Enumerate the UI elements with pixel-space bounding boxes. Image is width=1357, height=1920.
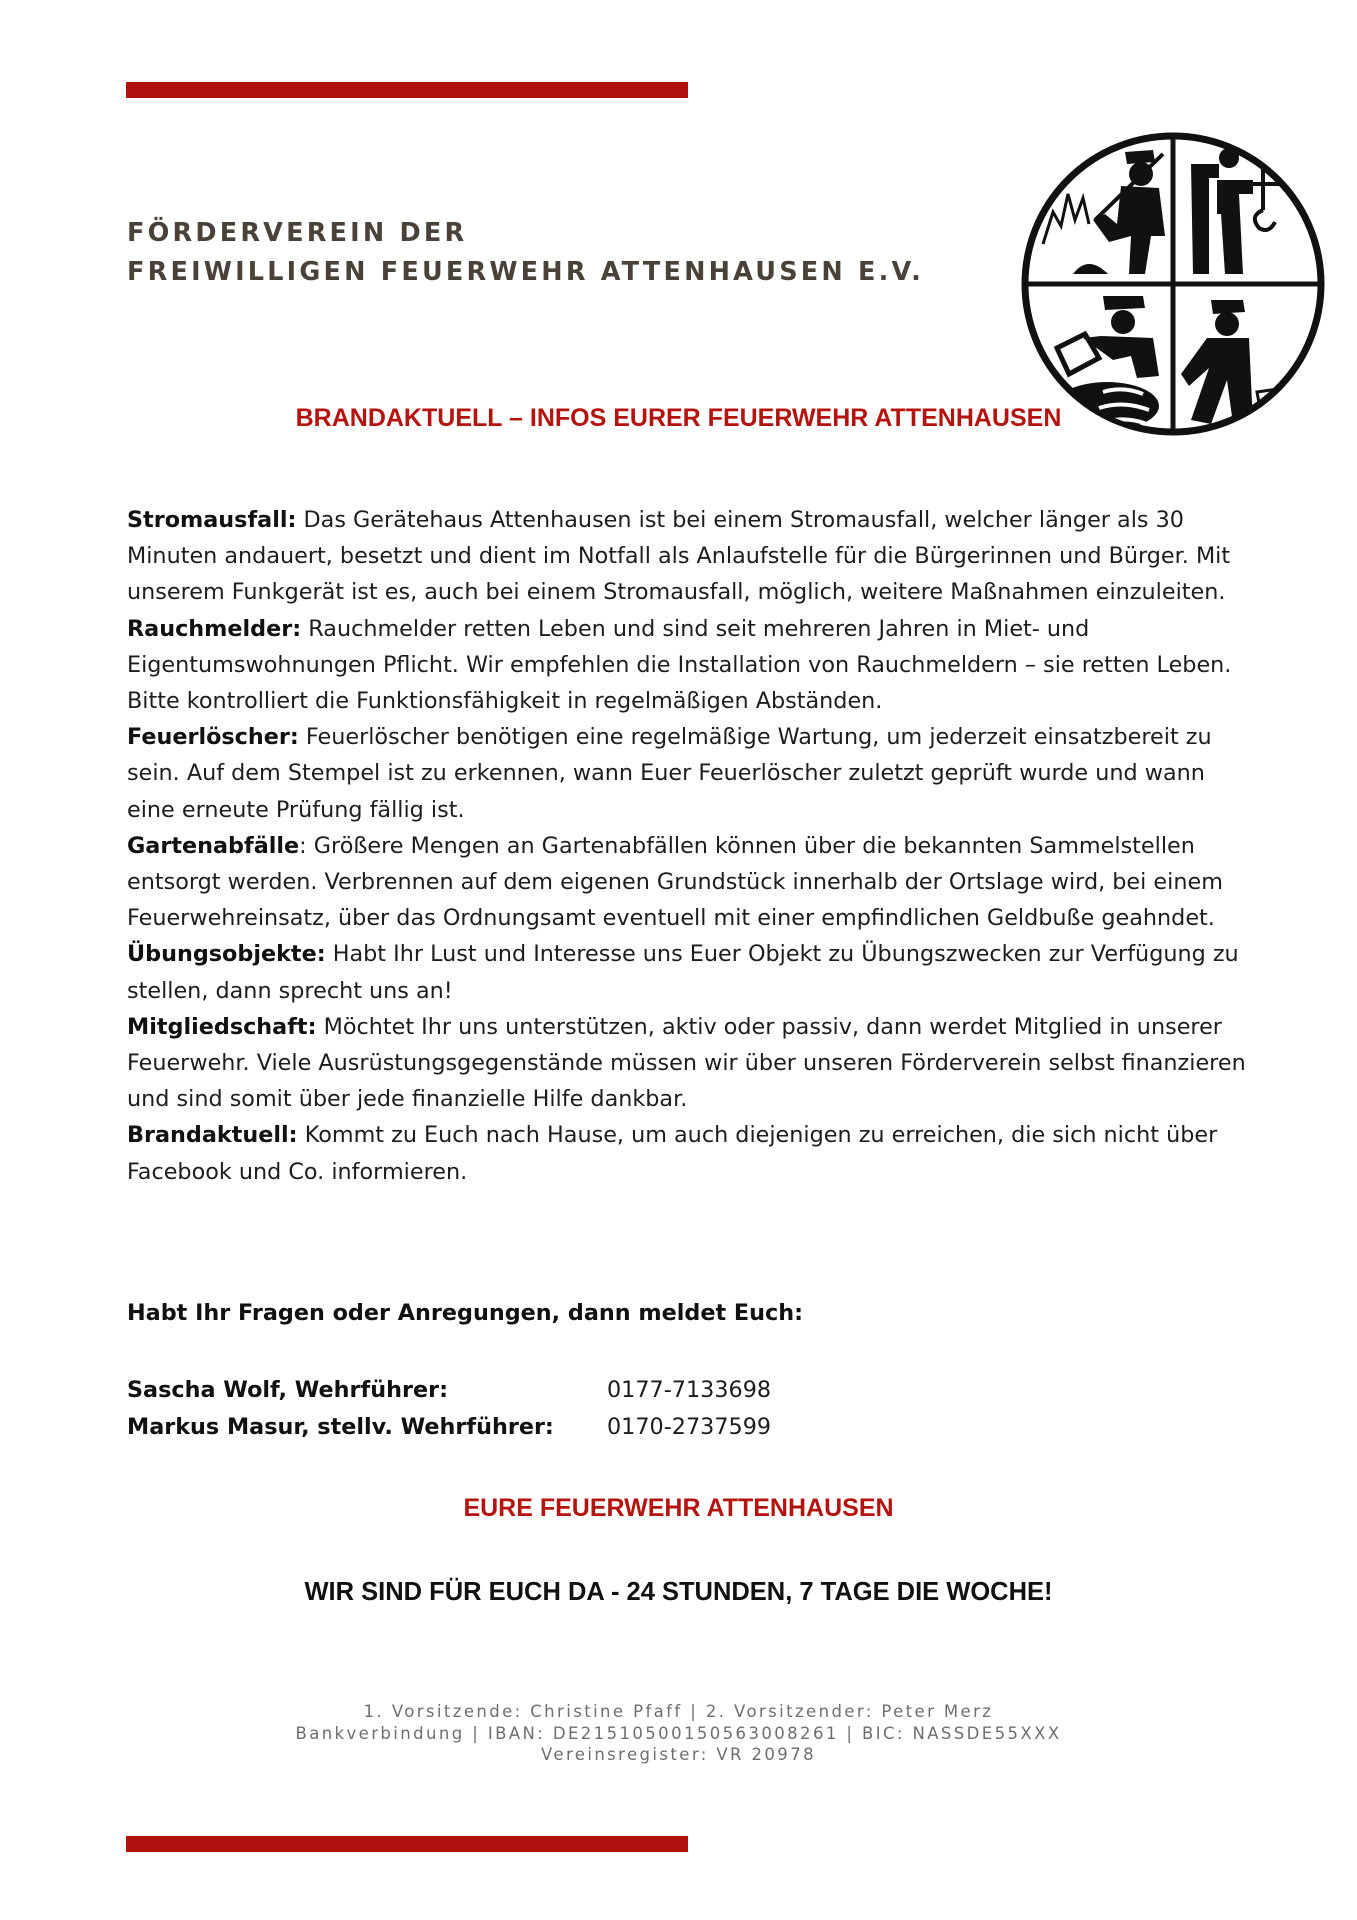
bottom-accent-bar xyxy=(126,1836,688,1852)
org-line-1: FÖRDERVEREIN DER xyxy=(127,218,468,248)
section-gartenabfaelle xyxy=(127,828,1257,937)
info-sections xyxy=(127,502,1257,1190)
footer-line-2: Bankverbindung | IBAN: DE21510500150563008261 | BIC: NASSDE55XXX xyxy=(295,1723,1062,1743)
section-heading: Feuerlöscher: xyxy=(127,724,299,751)
organization-name xyxy=(127,214,924,292)
section-stromausfall xyxy=(127,502,1257,611)
section-rauchmelder xyxy=(127,611,1257,720)
contact-row xyxy=(127,1409,827,1446)
section-text: Feuerlöscher benötigen eine regelmäßige Wartung, um jederzeit einsatzbereit zu sein. Auf dem Stempel ist zu erkennen, wann Euer Feuerlöscher zuletzt geprüft wurde und wann eine erneute Prüfung fällig ist. xyxy=(127,724,1212,823)
section-heading: Brandaktuell: xyxy=(127,1122,298,1149)
contact-phone: 0177-7133698 xyxy=(607,1377,772,1403)
footer xyxy=(0,1701,1357,1766)
motto: WIR SIND FÜR EUCH DA - 24 STUNDEN, 7 TAGE DIE WOCHE! xyxy=(304,1578,1053,1606)
section-text: Kommt zu Euch nach Hause, um auch diejenigen zu erreichen, die sich nicht über Facebook und Co. informieren. xyxy=(127,1122,1218,1185)
section-text: Das Gerätehaus Attenhausen ist bei einem Stromausfall, welcher länger als 30 Minuten andauert, besetzt und dient im Notfall als Anlaufstelle für die Bürgerinnen und Bürger. Mit unserem Funkgerät ist es, auch bei einem Stromausfall, möglich, weitere Maßnahmen einzuleiten. xyxy=(127,507,1231,606)
page-title: BRANDAKTUELL – INFOS EURER FEUERWEHR ATTENHAUSEN xyxy=(295,404,1062,432)
section-uebungsobjekte xyxy=(127,936,1257,1008)
contact-list xyxy=(127,1372,827,1446)
section-text: Möchtet Ihr uns unterstützen, aktiv oder passiv, dann werdet Mitglied in unserer Feuerwehr. Viele Ausrüstungsgegenstände müssen wir über unseren Förderverein selbst finanzieren und sind somit über jede finanzielle Hilfe dankbar. xyxy=(127,1013,1246,1113)
footer-line-1: 1. Vorsitzende: Christine Pfaff | 2. Vorsitzender: Peter Merz xyxy=(363,1702,994,1721)
contact-row xyxy=(127,1372,827,1409)
closing-heading: EURE FEUERWEHR ATTENHAUSEN xyxy=(463,1494,894,1522)
org-line-2: FREIWILLIGEN FEUERWEHR ATTENHAUSEN E.V. xyxy=(127,257,925,287)
section-brandaktuell xyxy=(127,1117,1257,1189)
contact-name: Markus Masur, stellv. Wehrführer: xyxy=(127,1414,554,1440)
section-text: Habt Ihr Lust und Interesse uns Euer Objekt zu Übungszwecken zur Verfügung zu stellen, dann sprecht uns an! xyxy=(127,941,1239,1004)
section-heading: Mitgliedschaft: xyxy=(127,1013,317,1040)
section-text: Rauchmelder retten Leben und sind seit mehreren Jahren in Miet- und Eigentumswohnungen Pflicht. Wir empfehlen die Installation von Rauchmeldern – sie retten Leben. Bitte kontrolliert die Funktionsfähigkeit in regelmäßigen Abständen. xyxy=(127,615,1232,715)
contact-phone: 0170-2737599 xyxy=(607,1414,772,1440)
section-feuerloescher xyxy=(127,719,1257,828)
section-text: : Größere Mengen an Gartenabfällen können über die bekannten Sammelstellen entsorgt werden. Verbrennen auf dem eigenen Grundstück innerhalb der Ortslage wird, bei einem Feuerwehreinsatz, über das Ordnungsamt eventuell mit einer empfindlichen Geldbuße geahndet. xyxy=(127,832,1223,932)
footer-line-3: Vereinsregister: VR 20978 xyxy=(541,1745,816,1764)
section-heading: Rauchmelder: xyxy=(127,615,302,642)
section-heading: Stromausfall: xyxy=(127,507,297,533)
section-heading: Übungsobjekte: xyxy=(127,941,326,968)
contact-question: Habt Ihr Fragen oder Anregungen, dann meldet Euch: xyxy=(127,1300,804,1326)
top-accent-bar xyxy=(126,82,688,98)
contact-name: Sascha Wolf, Wehrführer: xyxy=(127,1377,449,1403)
fire-brigade-emblem-icon xyxy=(1013,124,1333,444)
section-heading: Gartenabfälle xyxy=(127,832,300,859)
section-mitgliedschaft xyxy=(127,1009,1257,1118)
